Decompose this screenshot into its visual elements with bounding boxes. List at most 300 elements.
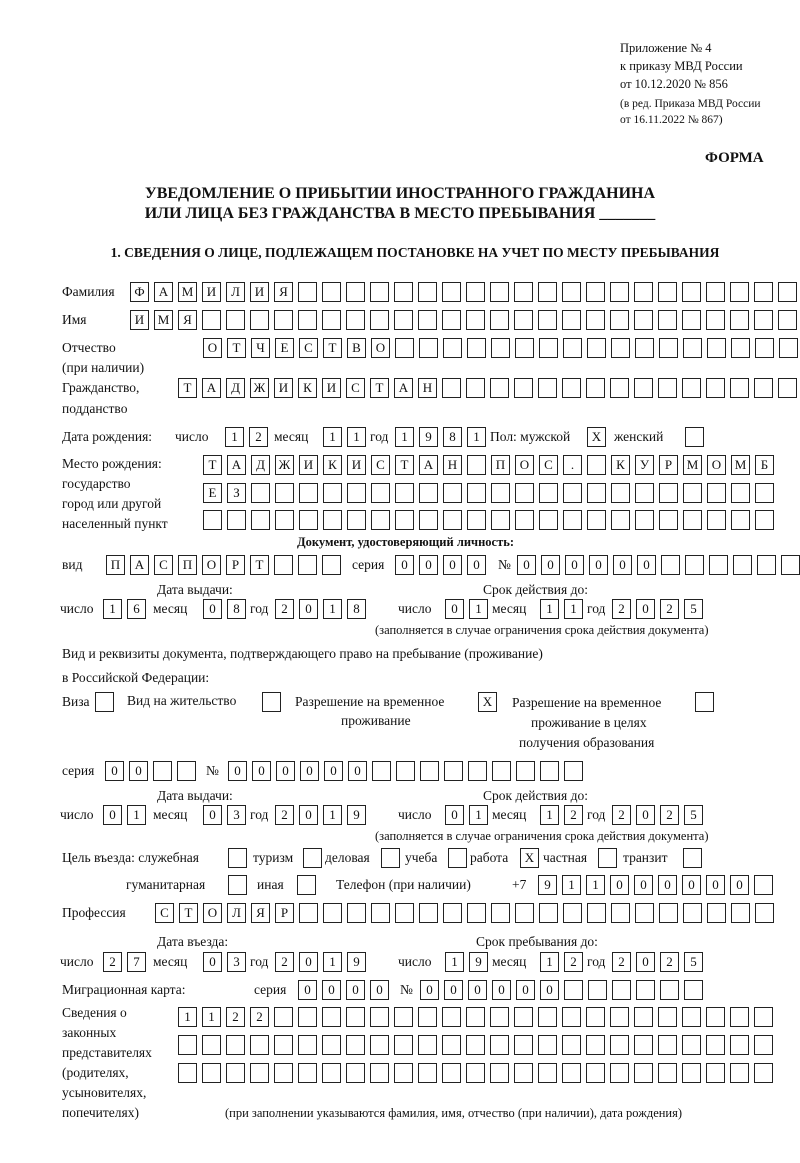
cell-birthplace1[interactable] [587, 455, 606, 475]
cell-reps3[interactable] [514, 1063, 533, 1083]
cell-reps3[interactable] [442, 1063, 461, 1083]
cell-patronymic[interactable]: Т [227, 338, 246, 358]
cell-reps2[interactable] [202, 1035, 221, 1055]
cell-birthplace3[interactable] [419, 510, 438, 530]
cell-birthplace3[interactable] [371, 510, 390, 530]
cell-right-issue-year[interactable]: 1 [323, 805, 342, 825]
cell-name[interactable] [226, 310, 245, 330]
cell-stay-day[interactable]: 9 [469, 952, 488, 972]
cell-doc-valid-year[interactable]: 0 [636, 599, 655, 619]
cell-profession[interactable] [443, 903, 462, 923]
cell-birthplace2[interactable] [611, 483, 630, 503]
cell-citizenship[interactable]: Н [418, 378, 437, 398]
cell-birthplace3[interactable] [491, 510, 510, 530]
cell-doc-issue-month[interactable]: 0 [203, 599, 222, 619]
cell-birthplace3[interactable] [299, 510, 318, 530]
cell-birth-month[interactable]: 1 [323, 427, 342, 447]
cell-reps2[interactable] [610, 1035, 629, 1055]
cell-reps2[interactable] [490, 1035, 509, 1055]
cell-reps1[interactable] [298, 1007, 317, 1027]
cell-patronymic[interactable] [395, 338, 414, 358]
cell-reps3[interactable] [586, 1063, 605, 1083]
cell-right-issue-year[interactable]: 9 [347, 805, 366, 825]
cell-doc-number[interactable]: 0 [565, 555, 584, 575]
cell-birthplace3[interactable] [347, 510, 366, 530]
cell-reps3[interactable] [730, 1063, 749, 1083]
cell-reps3[interactable] [418, 1063, 437, 1083]
cell-patronymic[interactable]: В [347, 338, 366, 358]
cell-profession[interactable] [419, 903, 438, 923]
cell-reps2[interactable] [394, 1035, 413, 1055]
cell-mig-series[interactable]: 0 [322, 980, 341, 1000]
cell-citizenship[interactable] [706, 378, 725, 398]
cell-birthplace3[interactable] [203, 510, 222, 530]
cell-reps1[interactable] [418, 1007, 437, 1027]
cell-name[interactable] [730, 310, 749, 330]
cell-entry-year[interactable]: 9 [347, 952, 366, 972]
cell-right-issue-year[interactable]: 0 [299, 805, 318, 825]
cell-phone[interactable]: 0 [706, 875, 725, 895]
cell-surname[interactable]: А [154, 282, 173, 302]
cell-patronymic[interactable] [515, 338, 534, 358]
cell-reps3[interactable] [274, 1063, 293, 1083]
cell-surname[interactable] [490, 282, 509, 302]
cell-reps3[interactable] [466, 1063, 485, 1083]
cell-right-number[interactable] [396, 761, 415, 781]
cell-mig-series[interactable]: 0 [370, 980, 389, 1000]
cell-doc-number[interactable] [661, 555, 680, 575]
cell-right-number[interactable] [492, 761, 511, 781]
cell-right-number[interactable] [564, 761, 583, 781]
cell-mig-number[interactable] [612, 980, 631, 1000]
cell-citizenship[interactable] [634, 378, 653, 398]
cell-citizenship[interactable] [682, 378, 701, 398]
cell-doc-number[interactable] [685, 555, 704, 575]
cell-reps1[interactable] [730, 1007, 749, 1027]
cell-reps1[interactable] [274, 1007, 293, 1027]
cell-birthplace2[interactable] [443, 483, 462, 503]
cell-birthplace2[interactable] [683, 483, 702, 503]
cell-surname[interactable] [778, 282, 797, 302]
cell-surname[interactable] [298, 282, 317, 302]
cell-profession[interactable] [323, 903, 342, 923]
cell-citizenship[interactable] [586, 378, 605, 398]
cell-birthplace3[interactable] [587, 510, 606, 530]
cell-phone[interactable]: 1 [586, 875, 605, 895]
cell-doc-kind[interactable]: Т [250, 555, 269, 575]
cell-birthplace2[interactable] [323, 483, 342, 503]
cell-profession[interactable] [707, 903, 726, 923]
checkbox-right-edu[interactable] [695, 692, 714, 712]
cell-name[interactable] [778, 310, 797, 330]
cell-doc-kind[interactable] [274, 555, 293, 575]
checkbox-purpose-transit[interactable] [683, 848, 702, 868]
cell-birthplace1[interactable]: Т [203, 455, 222, 475]
cell-surname[interactable] [658, 282, 677, 302]
cell-doc-number[interactable]: 0 [613, 555, 632, 575]
cell-doc-issue-day[interactable]: 6 [127, 599, 146, 619]
cell-birthplace2[interactable] [299, 483, 318, 503]
cell-reps1[interactable] [562, 1007, 581, 1027]
cell-reps2[interactable] [682, 1035, 701, 1055]
cell-surname[interactable] [538, 282, 557, 302]
cell-doc-valid-day[interactable]: 1 [469, 599, 488, 619]
cell-birthplace3[interactable] [611, 510, 630, 530]
cell-birthplace3[interactable] [443, 510, 462, 530]
cell-reps3[interactable] [346, 1063, 365, 1083]
cell-profession[interactable] [659, 903, 678, 923]
cell-patronymic[interactable] [419, 338, 438, 358]
cell-profession[interactable]: Т [179, 903, 198, 923]
cell-name[interactable] [202, 310, 221, 330]
cell-reps2[interactable] [658, 1035, 677, 1055]
cell-reps1[interactable] [586, 1007, 605, 1027]
cell-reps2[interactable] [730, 1035, 749, 1055]
cell-reps1[interactable] [370, 1007, 389, 1027]
cell-doc-valid-month[interactable]: 1 [540, 599, 559, 619]
cell-profession[interactable] [635, 903, 654, 923]
cell-name[interactable] [442, 310, 461, 330]
cell-phone[interactable]: 0 [634, 875, 653, 895]
cell-reps1[interactable] [466, 1007, 485, 1027]
checkbox-purpose-tourism[interactable] [303, 848, 322, 868]
cell-profession[interactable] [755, 903, 774, 923]
cell-phone[interactable]: 0 [730, 875, 749, 895]
cell-reps3[interactable] [370, 1063, 389, 1083]
cell-birth-day[interactable]: 2 [249, 427, 268, 447]
cell-surname[interactable] [610, 282, 629, 302]
cell-birthplace1[interactable]: Т [395, 455, 414, 475]
cell-birth-year[interactable]: 9 [419, 427, 438, 447]
cell-reps2[interactable] [322, 1035, 341, 1055]
cell-profession[interactable] [611, 903, 630, 923]
cell-reps3[interactable] [298, 1063, 317, 1083]
cell-birthplace1[interactable]: К [323, 455, 342, 475]
cell-birthplace2[interactable] [395, 483, 414, 503]
cell-citizenship[interactable]: Д [226, 378, 245, 398]
cell-profession[interactable]: О [203, 903, 222, 923]
cell-birthplace3[interactable] [683, 510, 702, 530]
cell-citizenship[interactable]: Ж [250, 378, 269, 398]
cell-patronymic[interactable] [659, 338, 678, 358]
cell-doc-issue-year[interactable]: 8 [347, 599, 366, 619]
cell-patronymic[interactable] [539, 338, 558, 358]
cell-mig-number[interactable] [684, 980, 703, 1000]
cell-surname[interactable] [706, 282, 725, 302]
cell-birthplace2[interactable] [755, 483, 774, 503]
cell-name[interactable] [346, 310, 365, 330]
cell-reps3[interactable] [562, 1063, 581, 1083]
cell-citizenship[interactable]: Т [370, 378, 389, 398]
cell-reps2[interactable] [586, 1035, 605, 1055]
cell-reps1[interactable] [322, 1007, 341, 1027]
cell-citizenship[interactable] [730, 378, 749, 398]
checkbox-right-residence[interactable] [262, 692, 281, 712]
cell-entry-day[interactable]: 7 [127, 952, 146, 972]
cell-name[interactable] [466, 310, 485, 330]
cell-birthplace1[interactable]: О [515, 455, 534, 475]
cell-name[interactable] [682, 310, 701, 330]
cell-citizenship[interactable] [538, 378, 557, 398]
cell-right-number[interactable] [468, 761, 487, 781]
cell-mig-number[interactable]: 0 [492, 980, 511, 1000]
checkbox-purpose-service[interactable] [228, 848, 247, 868]
cell-reps3[interactable] [322, 1063, 341, 1083]
cell-reps2[interactable] [346, 1035, 365, 1055]
cell-right-issue-month[interactable]: 0 [203, 805, 222, 825]
cell-birthplace1[interactable]: Д [251, 455, 270, 475]
cell-right-series[interactable] [177, 761, 196, 781]
cell-right-issue-day[interactable]: 1 [127, 805, 146, 825]
cell-right-series[interactable] [153, 761, 172, 781]
cell-surname[interactable] [442, 282, 461, 302]
cell-doc-issue-year[interactable]: 1 [323, 599, 342, 619]
cell-doc-issue-year[interactable]: 0 [299, 599, 318, 619]
cell-reps2[interactable] [754, 1035, 773, 1055]
cell-mig-number[interactable] [660, 980, 679, 1000]
cell-patronymic[interactable]: Ч [251, 338, 270, 358]
cell-reps2[interactable] [442, 1035, 461, 1055]
cell-reps3[interactable] [538, 1063, 557, 1083]
checkbox-purpose-private[interactable] [598, 848, 617, 868]
cell-doc-valid-year[interactable]: 2 [660, 599, 679, 619]
cell-birthplace2[interactable] [635, 483, 654, 503]
cell-reps2[interactable] [466, 1035, 485, 1055]
cell-doc-number[interactable]: 0 [517, 555, 536, 575]
cell-reps2[interactable] [706, 1035, 725, 1055]
cell-profession[interactable]: Л [227, 903, 246, 923]
cell-doc-series[interactable]: 0 [467, 555, 486, 575]
cell-right-valid-year[interactable]: 2 [660, 805, 679, 825]
cell-profession[interactable] [371, 903, 390, 923]
cell-mig-number[interactable]: 0 [444, 980, 463, 1000]
cell-reps1[interactable] [754, 1007, 773, 1027]
cell-birthplace3[interactable] [323, 510, 342, 530]
cell-surname[interactable] [514, 282, 533, 302]
cell-right-number[interactable] [444, 761, 463, 781]
cell-right-valid-year[interactable]: 5 [684, 805, 703, 825]
cell-birthplace2[interactable] [371, 483, 390, 503]
cell-reps3[interactable] [610, 1063, 629, 1083]
cell-reps2[interactable] [274, 1035, 293, 1055]
cell-name[interactable] [634, 310, 653, 330]
cell-profession[interactable] [587, 903, 606, 923]
cell-entry-day[interactable]: 2 [103, 952, 122, 972]
cell-birthplace2[interactable] [491, 483, 510, 503]
cell-name[interactable] [490, 310, 509, 330]
cell-entry-year[interactable]: 1 [323, 952, 342, 972]
cell-reps1[interactable] [514, 1007, 533, 1027]
cell-name[interactable] [514, 310, 533, 330]
cell-profession[interactable]: Я [251, 903, 270, 923]
cell-surname[interactable] [394, 282, 413, 302]
cell-profession[interactable] [347, 903, 366, 923]
cell-birthplace3[interactable] [515, 510, 534, 530]
cell-birthplace3[interactable] [755, 510, 774, 530]
cell-right-number[interactable] [420, 761, 439, 781]
cell-reps2[interactable] [298, 1035, 317, 1055]
cell-birthplace2[interactable] [659, 483, 678, 503]
cell-citizenship[interactable] [442, 378, 461, 398]
cell-doc-valid-day[interactable]: 0 [445, 599, 464, 619]
cell-patronymic[interactable] [563, 338, 582, 358]
cell-reps1[interactable]: 2 [226, 1007, 245, 1027]
cell-doc-number[interactable]: 0 [589, 555, 608, 575]
cell-surname[interactable]: М [178, 282, 197, 302]
cell-citizenship[interactable] [658, 378, 677, 398]
checkbox-purpose-study[interactable] [448, 848, 467, 868]
cell-stay-year[interactable]: 5 [684, 952, 703, 972]
cell-birthplace3[interactable] [707, 510, 726, 530]
cell-name[interactable] [298, 310, 317, 330]
cell-citizenship[interactable] [514, 378, 533, 398]
cell-name[interactable] [658, 310, 677, 330]
cell-birthplace1[interactable]: С [539, 455, 558, 475]
cell-surname[interactable] [322, 282, 341, 302]
cell-birthplace1[interactable]: А [227, 455, 246, 475]
cell-doc-kind[interactable]: А [130, 555, 149, 575]
cell-patronymic[interactable]: С [299, 338, 318, 358]
cell-reps1[interactable] [346, 1007, 365, 1027]
cell-patronymic[interactable]: Т [323, 338, 342, 358]
cell-profession[interactable]: С [155, 903, 174, 923]
cell-name[interactable] [250, 310, 269, 330]
cell-birthplace2[interactable] [707, 483, 726, 503]
cell-birthplace3[interactable] [227, 510, 246, 530]
checkbox-right-visa[interactable] [95, 692, 114, 712]
cell-mig-series[interactable]: 0 [298, 980, 317, 1000]
cell-name[interactable] [538, 310, 557, 330]
cell-reps3[interactable] [250, 1063, 269, 1083]
cell-birthplace3[interactable] [251, 510, 270, 530]
cell-reps3[interactable] [706, 1063, 725, 1083]
cell-profession[interactable] [491, 903, 510, 923]
cell-name[interactable] [562, 310, 581, 330]
cell-reps1[interactable]: 1 [202, 1007, 221, 1027]
cell-reps2[interactable] [178, 1035, 197, 1055]
cell-right-valid-month[interactable]: 1 [540, 805, 559, 825]
cell-phone[interactable]: 1 [562, 875, 581, 895]
cell-doc-valid-year[interactable]: 5 [684, 599, 703, 619]
cell-doc-issue-month[interactable]: 8 [227, 599, 246, 619]
cell-birthplace1[interactable]: К [611, 455, 630, 475]
cell-reps1[interactable] [442, 1007, 461, 1027]
cell-right-number[interactable]: 0 [324, 761, 343, 781]
cell-birthplace2[interactable] [515, 483, 534, 503]
cell-name[interactable]: Я [178, 310, 197, 330]
cell-right-issue-month[interactable]: 3 [227, 805, 246, 825]
cell-patronymic[interactable] [587, 338, 606, 358]
cell-birthplace1[interactable]: М [731, 455, 750, 475]
cell-stay-day[interactable]: 1 [445, 952, 464, 972]
cell-doc-kind[interactable]: С [154, 555, 173, 575]
cell-right-number[interactable]: 0 [348, 761, 367, 781]
cell-stay-year[interactable]: 2 [660, 952, 679, 972]
cell-citizenship[interactable]: Т [178, 378, 197, 398]
cell-doc-kind[interactable]: Р [226, 555, 245, 575]
cell-reps3[interactable] [178, 1063, 197, 1083]
cell-surname[interactable]: Ф [130, 282, 149, 302]
cell-birthplace1[interactable]: Б [755, 455, 774, 475]
cell-reps1[interactable] [610, 1007, 629, 1027]
cell-reps3[interactable] [226, 1063, 245, 1083]
cell-reps1[interactable] [706, 1007, 725, 1027]
cell-surname[interactable]: И [250, 282, 269, 302]
cell-reps1[interactable] [490, 1007, 509, 1027]
cell-patronymic[interactable]: О [371, 338, 390, 358]
cell-surname[interactable] [682, 282, 701, 302]
cell-birthplace3[interactable] [563, 510, 582, 530]
cell-citizenship[interactable]: А [202, 378, 221, 398]
cell-reps3[interactable] [634, 1063, 653, 1083]
cell-doc-series[interactable]: 0 [395, 555, 414, 575]
cell-patronymic[interactable] [635, 338, 654, 358]
cell-patronymic[interactable]: Е [275, 338, 294, 358]
cell-birthplace1[interactable]: Р [659, 455, 678, 475]
cell-right-valid-day[interactable]: 0 [445, 805, 464, 825]
cell-name[interactable] [754, 310, 773, 330]
cell-reps3[interactable] [490, 1063, 509, 1083]
cell-right-valid-month[interactable]: 2 [564, 805, 583, 825]
checkbox-purpose-work[interactable]: X [520, 848, 539, 868]
cell-doc-issue-year[interactable]: 2 [275, 599, 294, 619]
cell-patronymic[interactable] [779, 338, 798, 358]
cell-mig-number[interactable] [564, 980, 583, 1000]
cell-patronymic[interactable]: О [203, 338, 222, 358]
cell-surname[interactable]: Л [226, 282, 245, 302]
cell-citizenship[interactable]: С [346, 378, 365, 398]
cell-name[interactable] [274, 310, 293, 330]
cell-doc-number[interactable] [709, 555, 728, 575]
cell-profession[interactable] [395, 903, 414, 923]
cell-doc-number[interactable]: 0 [541, 555, 560, 575]
cell-doc-series[interactable]: 0 [443, 555, 462, 575]
cell-profession[interactable] [563, 903, 582, 923]
cell-phone[interactable]: 0 [682, 875, 701, 895]
cell-right-series[interactable]: 0 [105, 761, 124, 781]
cell-birth-year[interactable]: 1 [467, 427, 486, 447]
checkbox-sex-male[interactable]: X [587, 427, 606, 447]
cell-surname[interactable] [634, 282, 653, 302]
cell-mig-number[interactable]: 0 [420, 980, 439, 1000]
cell-surname[interactable] [418, 282, 437, 302]
cell-surname[interactable] [586, 282, 605, 302]
cell-surname[interactable]: Я [274, 282, 293, 302]
cell-right-number[interactable]: 0 [228, 761, 247, 781]
cell-reps1[interactable] [394, 1007, 413, 1027]
cell-citizenship[interactable] [562, 378, 581, 398]
cell-reps3[interactable] [394, 1063, 413, 1083]
cell-birth-year[interactable]: 8 [443, 427, 462, 447]
cell-stay-year[interactable]: 2 [612, 952, 631, 972]
cell-right-number[interactable]: 0 [276, 761, 295, 781]
cell-birthplace3[interactable] [659, 510, 678, 530]
cell-doc-issue-day[interactable]: 1 [103, 599, 122, 619]
cell-entry-year[interactable]: 0 [299, 952, 318, 972]
checkbox-sex-female[interactable] [685, 427, 704, 447]
cell-right-number[interactable] [372, 761, 391, 781]
cell-name[interactable] [418, 310, 437, 330]
cell-reps2[interactable] [226, 1035, 245, 1055]
cell-patronymic[interactable] [683, 338, 702, 358]
cell-surname[interactable] [730, 282, 749, 302]
cell-birthplace2[interactable] [539, 483, 558, 503]
cell-profession[interactable]: Р [275, 903, 294, 923]
cell-birthplace1[interactable]: П [491, 455, 510, 475]
cell-patronymic[interactable] [731, 338, 750, 358]
cell-profession[interactable] [539, 903, 558, 923]
cell-birthplace2[interactable] [347, 483, 366, 503]
